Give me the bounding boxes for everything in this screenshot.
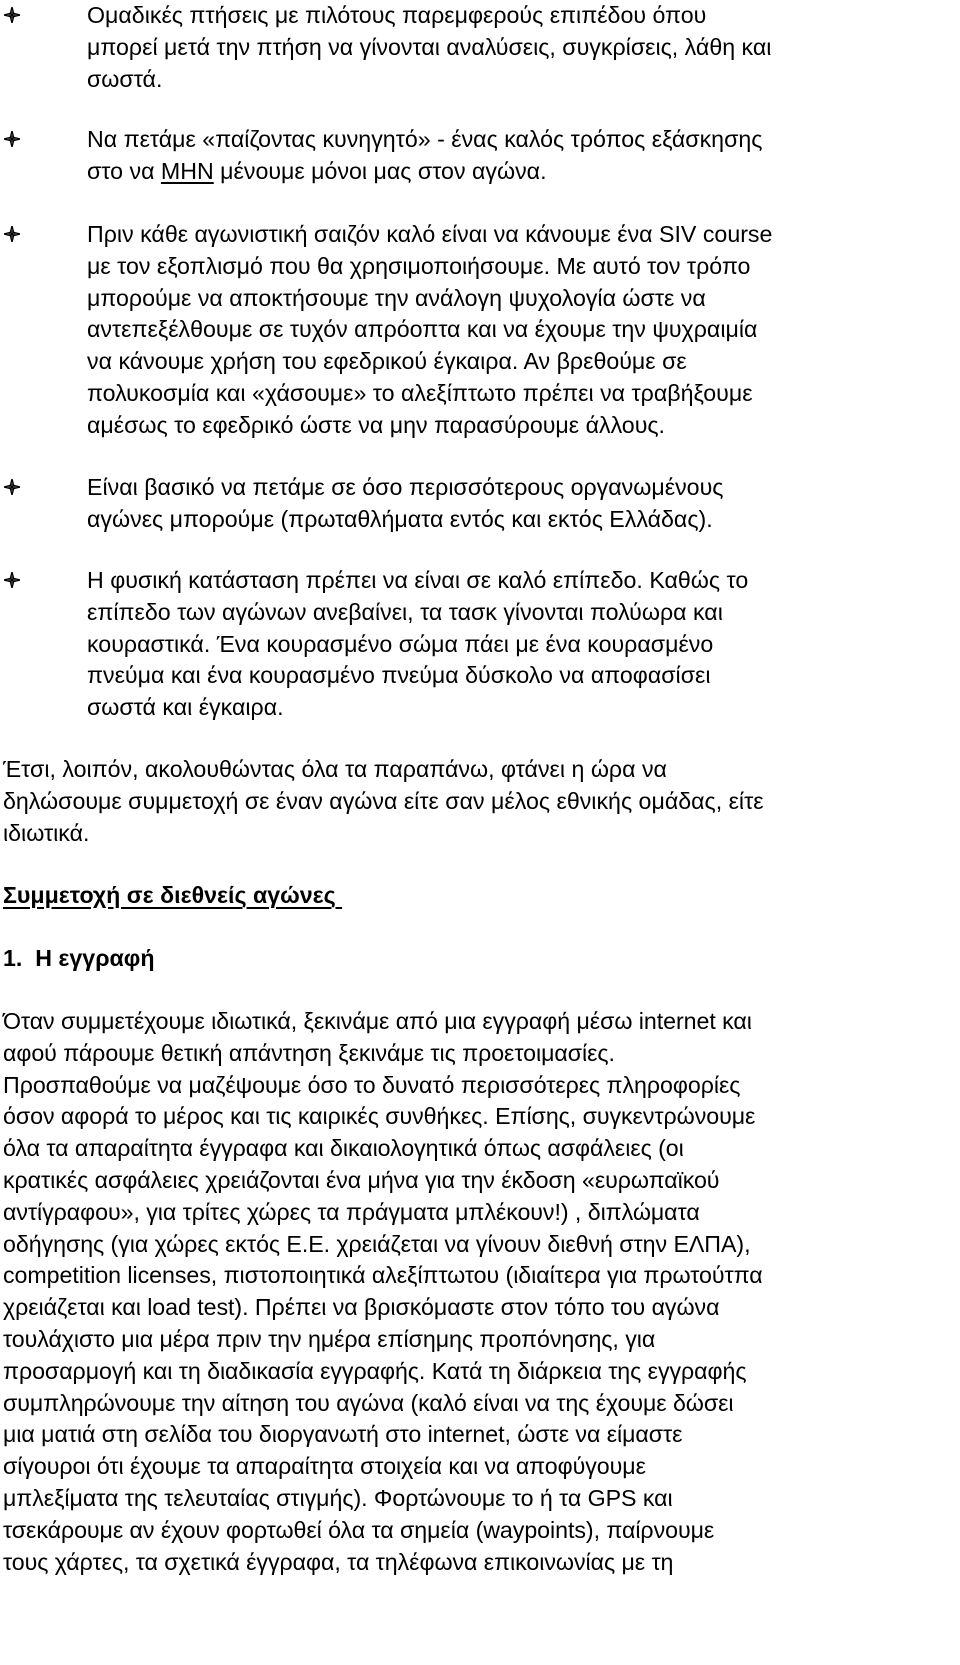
intro-paragraph: Έτσι, λοιπόν, ακολουθώντας όλα τα παραπάνω, φτάνει η ώρα να δηλώσουμε συμμετοχή σε έναν αγώνα είτε σαν μέλος εθνικής ομάδας, είτε ιδιωτικά. <box>3 756 764 846</box>
diamond-bullet-icon <box>4 572 20 588</box>
diamond-bullet-icon <box>4 131 20 147</box>
diamond-bullet-icon <box>4 479 20 495</box>
registration-paragraph: Όταν συμμετέχουμε ιδιωτικά, ξεκινάμε από μια εγγραφή μέσω internet και αφού πάρουμε θετική απάντηση ξεκινάμε τις προετοιμασίες. Προσπαθούμε να μαζέψουμε όσο το δυνατό περισσότερες πληροφορίες όσον αφορά το μέρος και τις καιρικές συνθήκες. Επίσης, συγκεντρώνουμε όλα τα απαραίτητα έγγραφα και δικαιολογητικά όπως ασφάλειες (οι κρατικές ασφάλειες χρειάζονται ένα μήνα για την έκδοση «ευρωπαϊκού αντίγραφου», για τρίτες χώρες τα πράγματα μπλέκουν!) , διπλώματα οδήγησης (για χώρες εκτός Ε.Ε. χρειάζεται να γίνουν διεθνή στην ΕΛΠΑ), competition licenses, πιστοποιητικά αλεξίπτωτου (ιδιαίτερα για πρωτούτπα χρειάζεται και load test). Πρέπει να βρισκόμαστε στον τόπο του αγώνα τουλάχιστο μια μέρα πριν την ημέρα επίσημης προπόνησης, για προσαρμογή και τη διαδικασία εγγραφής. Κατά τη διάρκεια της εγγραφής συμπληρώνουμε την αίτηση του αγώνα (καλό είναι να της έχουμε δώσει μια ματιά στη σελίδα του διοργανωτή στο internet, ώστε να είμαστε σίγουροι ότι έχουμε τα απαραίτητα στοιχεία και να αποφύγουμε μπλεξίματα της τελευταίας στιγμής). Φορτώνουμε το ή τα GPS και τσεκάρουμε αν έχουν φορτωθεί όλα τα σημεία (waypoints), παίρνουμε τους χάρτες, τα σχετικά έγγραφα, τα τηλέφωνα επικοινωνίας με τη <box>3 1008 763 1575</box>
subsection-heading: 1. Η εγγραφή <box>3 945 155 971</box>
diamond-bullet-icon <box>4 226 20 242</box>
bullet-text <box>87 124 947 188</box>
bullet-text-part: Να πετάμε «παίζοντας κυνηγητό» - ένας καλός τρόπος εξάσκησης στο να <box>87 126 763 184</box>
section-heading: Συμμετοχή σε διεθνείς αγώνες <box>3 882 343 908</box>
bullet-text: Ομαδικές πτήσεις με πιλότους παρεμφερούς επιπέδου όπου μπορεί μετά την πτήση να γίνονται αναλύσεις, συγκρίσεις, λάθη και σωστά. <box>87 2 772 92</box>
bullet-text-part: μένουμε μόνοι μας στον αγώνα. <box>213 157 547 184</box>
emphasis-underlined: ΜΗΝ <box>160 157 214 184</box>
bullet-text: Η φυσική κατάσταση πρέπει να είναι σε καλό επίπεδο. Καθώς το επίπεδο των αγώνων ανεβαίνει, τα τασκ γίνονται πολύωρα και κουραστικά. Ένα κουρασμένο σώμα πάει με ένα κουρασμένο πνεύμα και ένα κουρασμένο πνεύμα δύσκολο να αποφασίσει σωστά και έγκαιρα. <box>87 567 749 721</box>
bullet-text: Πριν κάθε αγωνιστική σαιζόν καλό είναι να κάνουμε ένα SIV course με τον εξοπλισμό που θα χρησιμοποιήσουμε. Με αυτό τον τρόπο μπορούμε να αποκτήσουμε την ανάλογη ψυχολογία ώστε να αντεπεξέλθουμε σε τυχόν απρόοπτα και να έχουμε την ψυχραιμία να κάνουμε χρήση του εφεδρικού έγκαιρα. Αν βρεθούμε σε πολυκοσμία και «χάσουμε» το αλεξίπτωτο πρέπει να τραβήξουμε αμέσως το εφεδρικό ώστε να μην παρασύρουμε άλλους. <box>87 221 773 438</box>
bullet-text: Είναι βασικό να πετάμε σε όσο περισσότερους οργανωμένους αγώνες μπορούμε (πρωταθλήματα εντός και εκτός Ελλάδας). <box>87 474 724 532</box>
diamond-bullet-icon <box>4 7 20 23</box>
